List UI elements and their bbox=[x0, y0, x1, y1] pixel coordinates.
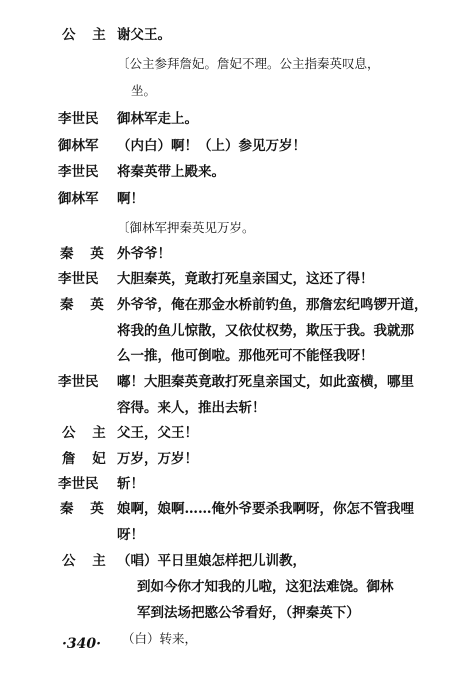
dialogue-text: （唱）平日里娘怎样把儿训教， bbox=[117, 553, 306, 569]
dialogue-text: 么一推，他可倒啦。那他死可不能怪我呀！ bbox=[117, 348, 374, 364]
stage-direction-text: 〔御林军押秦英见万岁。 bbox=[117, 220, 255, 235]
speaker-name: 李世民 bbox=[58, 374, 99, 390]
dialogue-text: 军到法场把愍公爷看好，（押秦英下） bbox=[137, 605, 360, 621]
dialogue-text: （内白）啊！（上）参见万岁！ bbox=[117, 138, 306, 154]
dialogue-text: （白）转来， bbox=[122, 631, 198, 646]
dialogue-text: 将我的鱼儿惊散，又依仗权势，欺压于我。我就那 bbox=[117, 323, 414, 339]
speaker-name: 公 主 bbox=[62, 553, 112, 569]
dialogue-text: 御林军走上。 bbox=[117, 111, 198, 127]
dialogue-text: 父王，父王！ bbox=[117, 425, 198, 441]
dialogue-text: 容得。来人，推出去斩！ bbox=[117, 400, 266, 416]
speaker-name: 李世民 bbox=[58, 164, 99, 180]
speaker-name: 李世民 bbox=[58, 271, 99, 287]
dialogue-text: 外爷爷！ bbox=[117, 246, 171, 262]
speaker-name: 秦 英 bbox=[60, 501, 110, 517]
speaker-name: 李世民 bbox=[58, 476, 99, 492]
speaker-name: 御林军 bbox=[58, 138, 99, 154]
speaker-name: 秦 英 bbox=[60, 246, 110, 262]
stage-direction-text: 〔公主参拜詹妃。詹妃不理。公主指秦英叹息， bbox=[117, 56, 380, 71]
dialogue-text: 谢父王。 bbox=[117, 27, 171, 43]
dialogue-text: 到如今你才知我的儿啦，这犯法难饶。御林 bbox=[137, 579, 394, 595]
dialogue-text: 外爷爷，俺在那金水桥前钓鱼，那詹宏纪鸣锣开道， bbox=[117, 297, 428, 313]
page-number: ·340· bbox=[62, 636, 101, 652]
stage-direction-text: 坐。 bbox=[131, 83, 157, 98]
speaker-name: 李世民 bbox=[58, 111, 99, 127]
dialogue-text: 啊！ bbox=[117, 191, 144, 207]
speaker-name: 詹 妃 bbox=[62, 451, 112, 467]
dialogue-text: 大胆秦英，竟敢打死皇亲国丈，这还了得！ bbox=[117, 271, 374, 287]
dialogue-text: 嘟！大胆秦英竟敢打死皇亲国丈，如此蛮横，哪里 bbox=[117, 374, 414, 390]
dialogue-text: 娘啊，娘啊……俺外爷要杀我啊呀，你怎不管我哩 bbox=[117, 501, 414, 517]
dialogue-text: 将秦英带上殿来。 bbox=[117, 164, 225, 180]
speaker-name: 秦 英 bbox=[60, 297, 110, 313]
speaker-name: 公 主 bbox=[62, 425, 112, 441]
dialogue-text: 呀！ bbox=[117, 527, 144, 543]
dialogue-text: 斩！ bbox=[117, 476, 144, 492]
speaker-name: 御林军 bbox=[58, 191, 99, 207]
dialogue-text: 万岁，万岁！ bbox=[117, 451, 198, 467]
speaker-name: 公 主 bbox=[62, 27, 112, 43]
